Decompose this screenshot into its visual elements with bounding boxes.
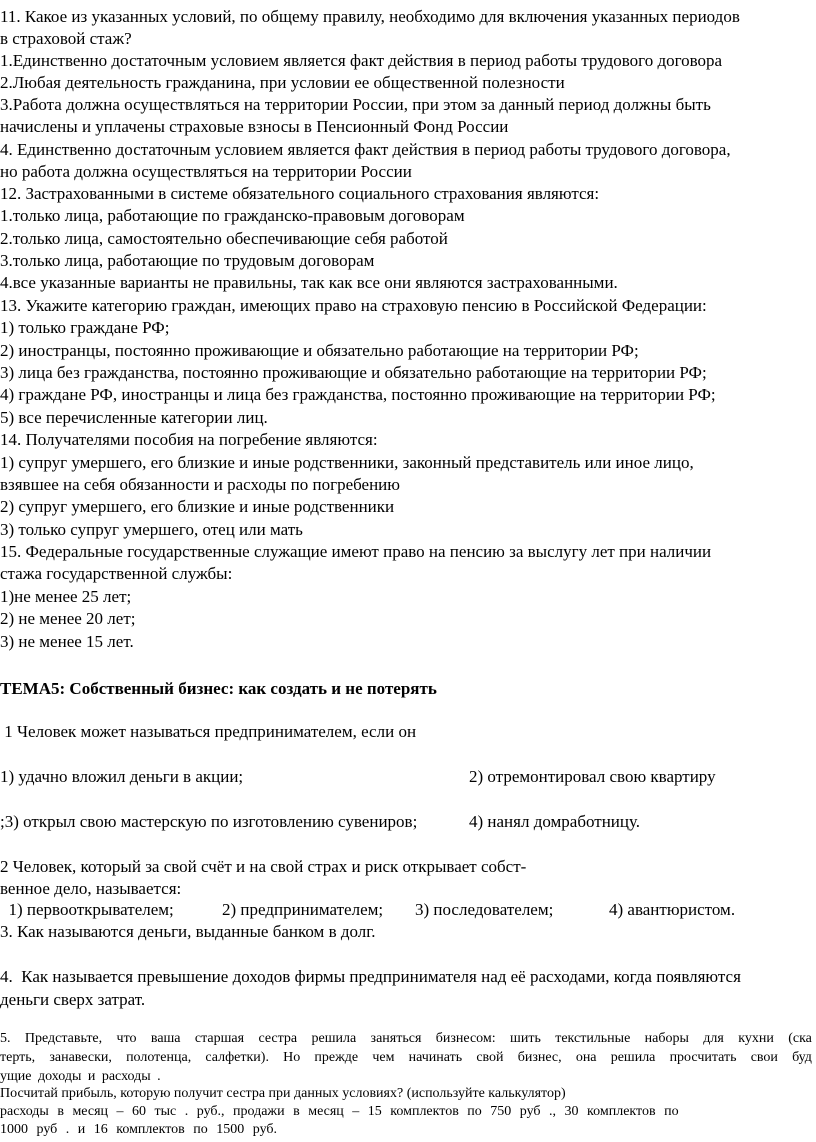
word: буд <box>792 1050 812 1065</box>
q11-option-4-line-1: 4. Единственно достаточным условием является факт действия в период работы трудового договора, <box>0 140 731 159</box>
word: текстильные <box>555 1031 631 1046</box>
word: кухни <box>738 1031 774 1046</box>
word: для <box>703 1031 724 1046</box>
q15-option-2: 2) не менее 20 лет; <box>0 609 136 628</box>
topic-q4-question-line-2: деньги сверх затрат. <box>0 990 146 1009</box>
word: просчитать <box>669 1050 737 1065</box>
q14-option-1-line-2: взявшее на себя обязанности и расходы по погребению <box>0 475 400 494</box>
topic-q5-conditions-line-2: 1000 руб . и 16 комплектов по 1500 руб. <box>0 1122 278 1137</box>
q13-option-2: 2) иностранцы, постоянно проживающие и обязательно работающие на территории РФ; <box>0 341 639 360</box>
word: чем <box>372 1050 395 1065</box>
q13-option-3: 3) лица без гражданства, постоянно проживающие и обязательно работающие на территории РФ; <box>0 363 707 382</box>
q15-option-1: 1)не менее 25 лет; <box>0 587 132 606</box>
q15-question-line-2: стажа государственной службы: <box>0 564 233 583</box>
q11-option-1: 1.Единственно достаточным условием является факт действия в период работы трудового договора <box>0 51 723 70</box>
word: Но <box>283 1050 301 1065</box>
topic-q5-task: Посчитай прибыль, которую получит сестра при данных условиях? (используйте калькулятор) <box>0 1086 566 1101</box>
word: сестра <box>258 1031 298 1046</box>
topic-q1-question: 1 Человек может называться предпринимателем, если он <box>0 722 417 741</box>
q12-option-4: 4.все указанные варианты не правильны, так как все они являются застрахованными. <box>0 273 618 292</box>
q15-question-line-1: 15. Федеральные государственные служащие имеют право на пенсию за выслугу лет при наличии <box>0 542 712 561</box>
topic-q2-option-3: 3) последователем; <box>415 900 554 919</box>
q13-option-5: 5) все перечисленные категории лиц. <box>0 408 268 427</box>
word: заняться <box>370 1031 422 1046</box>
topic-q1-option-3: ;3) открыл свою мастерскую по изготовлению сувениров; <box>0 812 418 831</box>
q12-option-1: 1.только лица, работающие по гражданско-правовым договорам <box>0 206 465 225</box>
word: решила <box>610 1050 656 1065</box>
q11-question-line-1: 11. Какое из указанных условий, по общему правилу, необходимо для включения указанных периодов <box>0 7 740 26</box>
word: прежде <box>314 1050 359 1065</box>
topic-q5-line-1 <box>0 1030 812 1048</box>
word: ваша <box>150 1031 181 1046</box>
topic-heading: ТЕМА5: Собственный бизнес: как создать и не потерять <box>0 679 437 698</box>
topic-q5-line-3: ущие доходы и расходы . <box>0 1069 161 1084</box>
word: полотенца, <box>126 1050 192 1065</box>
topic-q1-option-2: 2) отремонтировал свою квартиру <box>469 767 716 786</box>
q11-question-line-2: в страховой стаж? <box>0 29 132 48</box>
topic-q5-line-2 <box>0 1049 812 1067</box>
q12-question: 12. Застрахованными в системе обязательного социального страхования являются: <box>0 184 600 203</box>
word: старшая <box>194 1031 245 1046</box>
word: 5. <box>0 1031 11 1046</box>
q14-option-3: 3) только супруг умершего, отец или мать <box>0 520 303 539</box>
word: терть, <box>0 1050 36 1065</box>
topic-q2-question-line-1: 2 Человек, который за свой счёт и на свой страх и риск открывает собст- <box>0 857 527 876</box>
q11-option-4-line-2: но работа должна осуществляться на территории России <box>0 162 412 181</box>
q13-option-1: 1) только граждане РФ; <box>0 318 170 337</box>
word: она <box>575 1050 597 1065</box>
word: наборы <box>644 1031 689 1046</box>
topic-q4-question-line-1: 4. Как называется превышение доходов фирмы предпринимателя над её расходами, когда появляются <box>0 967 741 986</box>
topic-q1-option-1: 1) удачно вложил деньги в акции; <box>0 767 244 786</box>
topic-q2-option-1: 1) первооткрывателем; <box>0 900 174 919</box>
word: решила <box>311 1031 357 1046</box>
word: шить <box>510 1031 541 1046</box>
word: бизнес, <box>517 1050 562 1065</box>
word: свои <box>750 1050 778 1065</box>
topic-q5-conditions-line-1: расходы в месяц – 60 тыс . руб., продажи в месяц – 15 комплектов по 750 руб ., 30 комплектов по <box>0 1104 679 1119</box>
q11-option-2: 2.Любая деятельность гражданина, при условии ее общественной полезности <box>0 73 565 92</box>
word: бизнесом: <box>435 1031 496 1046</box>
topic-q2-question-line-2: венное дело, называется: <box>0 879 182 898</box>
topic-q1-option-4: 4) нанял домработницу. <box>469 812 641 831</box>
word: Представьте, <box>24 1031 103 1046</box>
q12-option-3: 3.только лица, работающие по трудовым договорам <box>0 251 375 270</box>
topic-q3-question: 3. Как называются деньги, выданные банком в долг. <box>0 922 376 941</box>
q13-question: 13. Укажите категорию граждан, имеющих право на страховую пенсию в Российской Федерации: <box>0 296 707 315</box>
word: начинать <box>408 1050 463 1065</box>
q13-option-4: 4) граждане РФ, иностранцы и лица без гражданства, постоянно проживающие на территории РФ; <box>0 385 716 404</box>
topic-q2-option-2: 2) предпринимателем; <box>222 900 384 919</box>
word: (ска <box>788 1031 812 1046</box>
q11-option-3-line-1: 3.Работа должна осуществляться на территории России, при этом за данный период должны быть <box>0 95 711 114</box>
topic-q2-option-4: 4) авантюристом. <box>609 900 736 919</box>
word: что <box>116 1031 137 1046</box>
q15-option-3: 3) не менее 15 лет. <box>0 632 134 651</box>
word: салфетки). <box>205 1050 269 1065</box>
q14-option-2: 2) супруг умершего, его близкие и иные родственники <box>0 497 395 516</box>
word: занавески, <box>49 1050 112 1065</box>
word: свой <box>476 1050 504 1065</box>
q14-option-1-line-1: 1) супруг умершего, его близкие и иные родственники, законный представитель или иное лицо, <box>0 453 694 472</box>
q14-question: 14. Получателями пособия на погребение являются: <box>0 430 378 449</box>
q12-option-2: 2.только лица, самостоятельно обеспечивающие себя работой <box>0 229 448 248</box>
q11-option-3-line-2: начислены и уплачены страховые взносы в Пенсионный Фонд России <box>0 117 509 136</box>
